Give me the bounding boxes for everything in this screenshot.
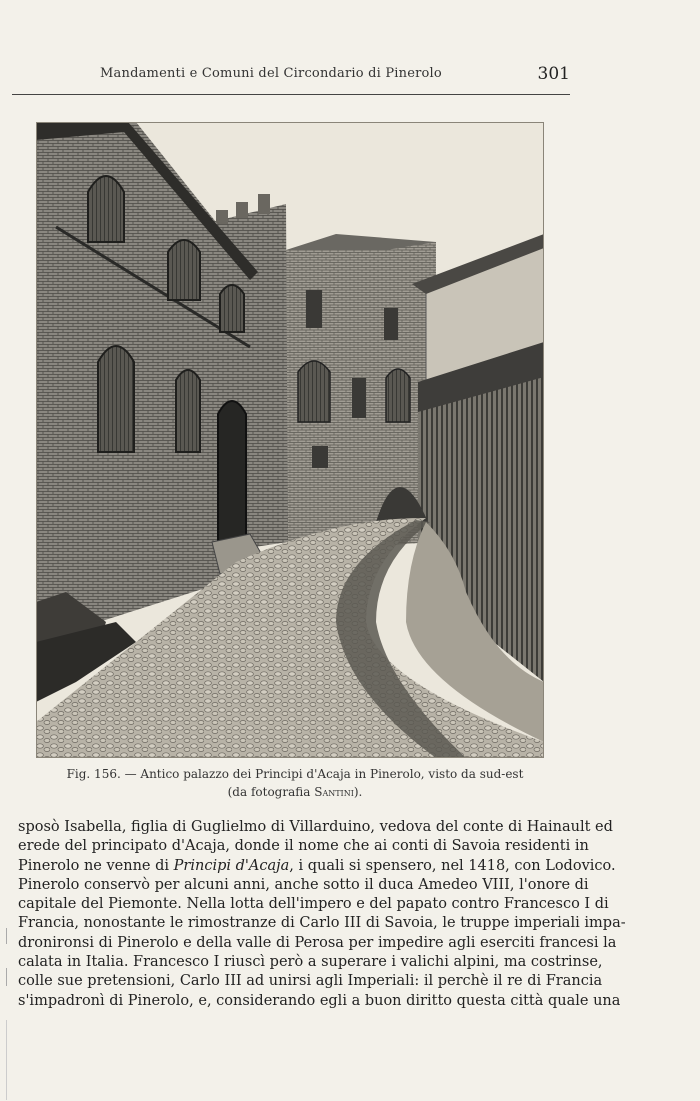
text-line: capitale del Piemonte. Nella lotta dell'impero e del papato contro Francesco I di [18, 896, 609, 913]
margin-mark [6, 968, 7, 986]
text-line: s'impadronì di Pinerolo, e, considerando egli a buon diritto questa città quale una [18, 992, 621, 1009]
margin-mark [6, 1020, 7, 1100]
figure-illustration [36, 122, 544, 758]
engraving-street-scene [36, 122, 544, 758]
text-line: dronironsi di Pinerolo e della valle di Perosa per impedire agli eserciti francesi la [18, 934, 617, 951]
body-paragraph [18, 818, 626, 1011]
text-line [18, 857, 616, 876]
running-title: Mandamenti e Comuni del Circondario di Pinerolo [100, 66, 442, 81]
margin-mark [6, 928, 7, 944]
text-line: erede del principato d'Acaja, donde il nome che ai conti di Savoia residenti in [18, 838, 589, 855]
italic-title: Principi d'Acaja [173, 857, 290, 874]
caption-source-suffix: ). [353, 785, 363, 799]
caption-author: Santini [314, 785, 354, 799]
page-number: 301 [537, 64, 570, 84]
text-line: calata in Italia. Francesco I riuscì però a superare i valichi alpini, ma costrinse, [18, 954, 603, 971]
text-line: sposò Isabella, figlia di Guglielmo di Villarduino, vedova del conte di Hainault ed [18, 819, 613, 835]
text-run: Pinerolo ne venne di [18, 857, 174, 874]
caption-source-prefix: (da fotografia [227, 785, 315, 799]
text-run: , i quali si spensero, nel 1418, con Lodovico. [289, 857, 616, 874]
text-line: Francia, nonostante le rimostranze di Carlo III di Savoia, le truppe imperiali impa- [18, 915, 626, 932]
text-line: Pinerolo conservò per alcuni anni, anche sotto il duca Amedeo VIII, l'onore di [18, 876, 589, 893]
figure-caption-line2 [40, 785, 550, 799]
figure-caption-line1: Fig. 156. — Antico palazzo dei Principi d'Acaja in Pinerolo, visto da sud-est [66, 767, 524, 781]
text-line: colle sue pretensioni, Carlo III ad unirsi agli Imperiali: il perchè il re di Francia [18, 973, 603, 990]
page-header [12, 64, 570, 95]
